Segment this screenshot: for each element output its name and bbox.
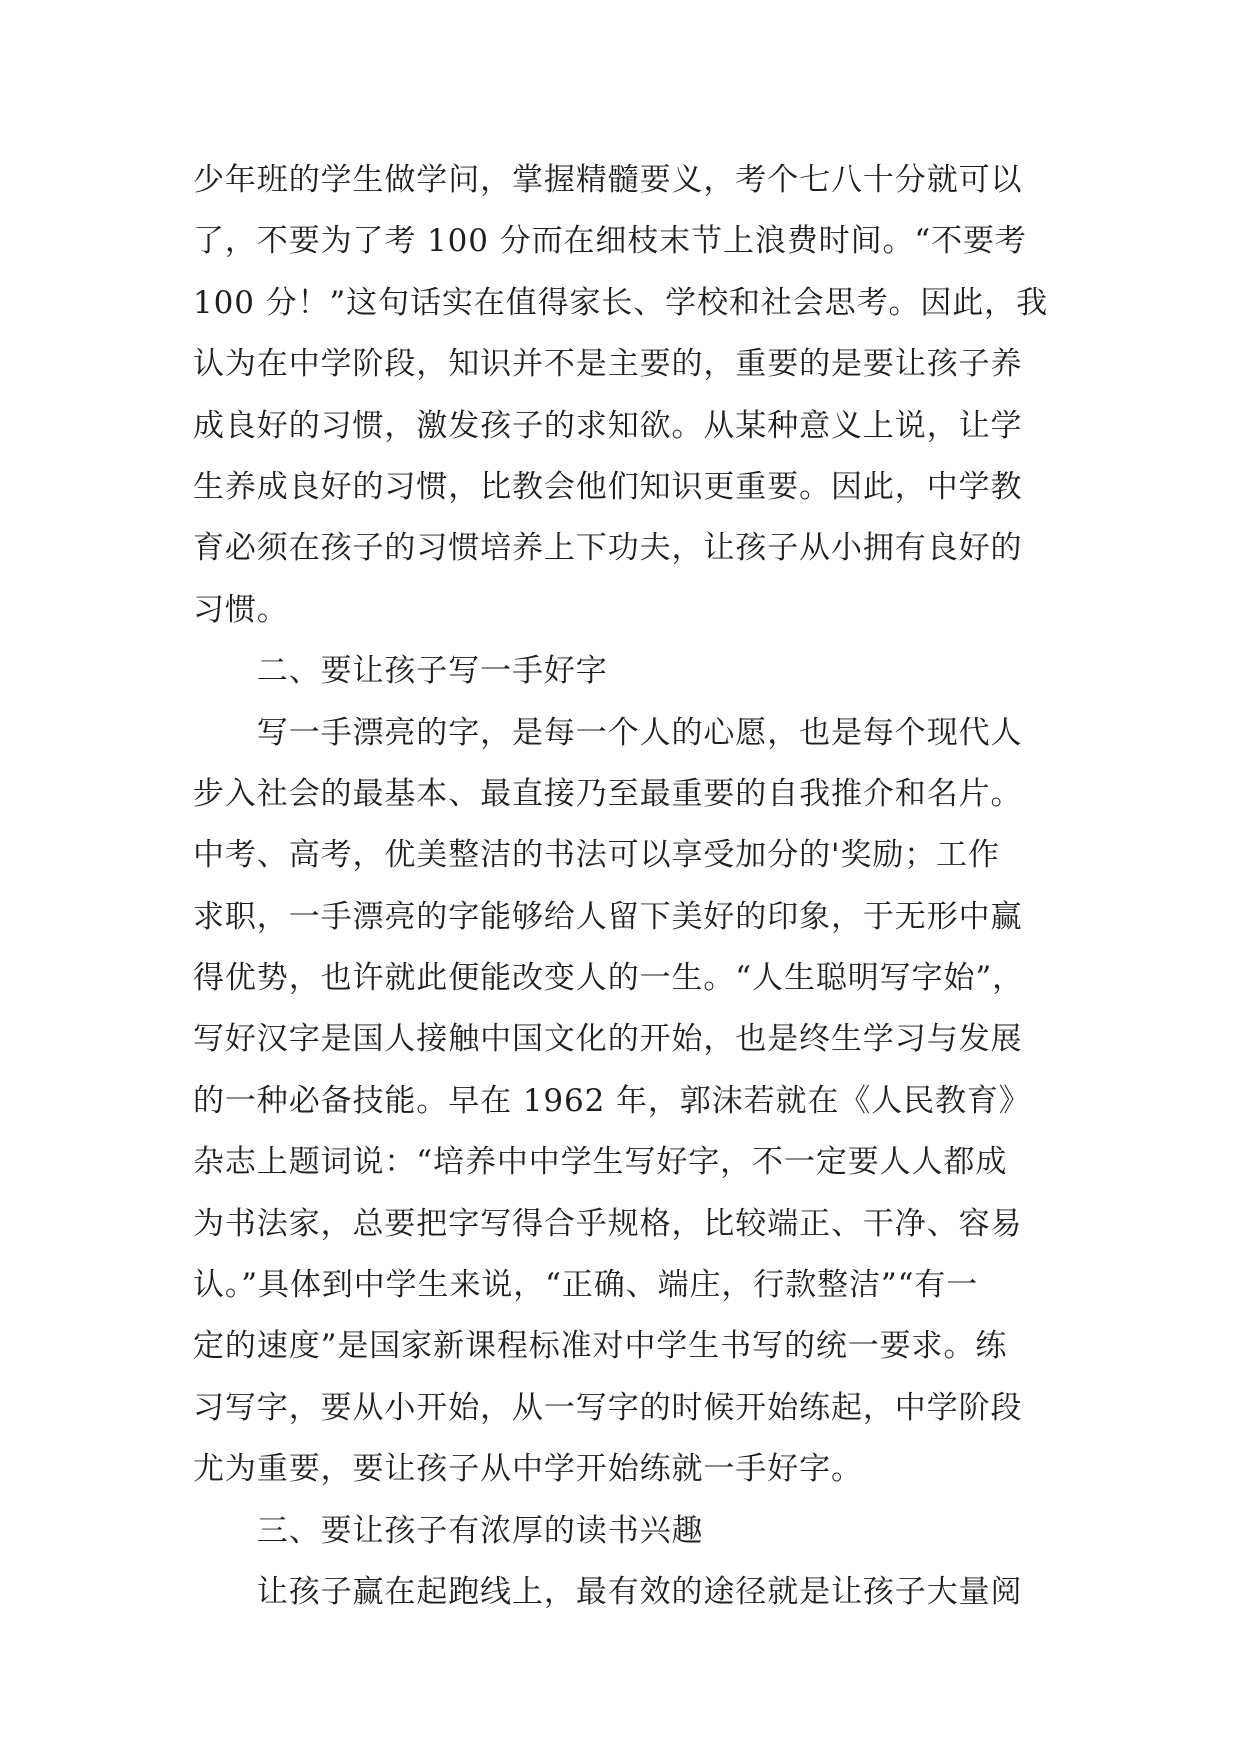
text-line: 杂志上题词说：“培养中中学生写好字，不一定要人人都成 bbox=[193, 1144, 1008, 1181]
text-line: 求职，一手漂亮的字能够给人留下美好的印象，于无形中赢 bbox=[193, 898, 1023, 935]
text-line: 得优势，也许就此便能改变人的一生。“人生聪明写字始”， bbox=[193, 960, 1024, 997]
text-line: 100 分！”这句话实在值得家长、学校和社会思考。因此，我 bbox=[193, 284, 1048, 321]
document-body bbox=[193, 150, 1053, 1623]
text-line: 了，不要为了考 100 分而在细枝末节上浪费时间。“不要考 bbox=[193, 223, 1027, 260]
text-line: 让孩子赢在起跑线上，最有效的途径就是让孩子大量阅 bbox=[193, 1573, 1023, 1610]
text-line: 生养成良好的习惯，比教会他们知识更重要。因此，中学教 bbox=[193, 468, 1023, 505]
text-line: 写一手漂亮的字，是每一个人的心愿，也是每个现代人 bbox=[193, 714, 1023, 751]
text-line: 定的速度”是国家新课程标准对中学生书写的统一要求。练 bbox=[193, 1328, 1008, 1365]
text-line: 成良好的习惯，激发孩子的求知欲。从某种意义上说，让学 bbox=[193, 407, 1023, 444]
text-line: 步入社会的最基本、最直接乃至最重要的自我推介和名片。 bbox=[193, 775, 1023, 812]
section-heading: 二、要让孩子写一手好字 bbox=[193, 653, 608, 690]
text-line: 认为在中学阶段，知识并不是主要的，重要的是要让孩子养 bbox=[193, 346, 1023, 383]
text-line: 习写字，要从小开始，从一写字的时候开始练起，中学阶段 bbox=[193, 1389, 1023, 1426]
text-line: 中考、高考，优美整洁的书法可以享受加分的'奖励；工作 bbox=[193, 837, 1000, 874]
section-heading: 三、要让孩子有浓厚的读书兴趣 bbox=[193, 1512, 704, 1549]
text-line: 为书法家，总要把字写得合乎规格，比较端正、干净、容易 bbox=[193, 1205, 1023, 1242]
text-line: 写好汉字是国人接触中国文化的开始，也是终生学习与发展 bbox=[193, 1021, 1023, 1058]
text-line: 认。”具体到中学生来说，“正确、端庄，行款整洁”“有一 bbox=[193, 1267, 979, 1304]
text-line: 育必须在孩子的习惯培养上下功夫，让孩子从小拥有良好的 bbox=[193, 530, 1023, 567]
text-line: 尤为重要，要让孩子从中学开始练就一手好字。 bbox=[193, 1451, 863, 1488]
text-line: 少年班的学生做学问，掌握精髓要义，考个七八十分就可以 bbox=[193, 162, 1023, 198]
text-line: 习惯。 bbox=[193, 591, 289, 628]
text-line: 的一种必备技能。早在 1962 年，郭沫若就在《人民教育》 bbox=[193, 1082, 1031, 1119]
